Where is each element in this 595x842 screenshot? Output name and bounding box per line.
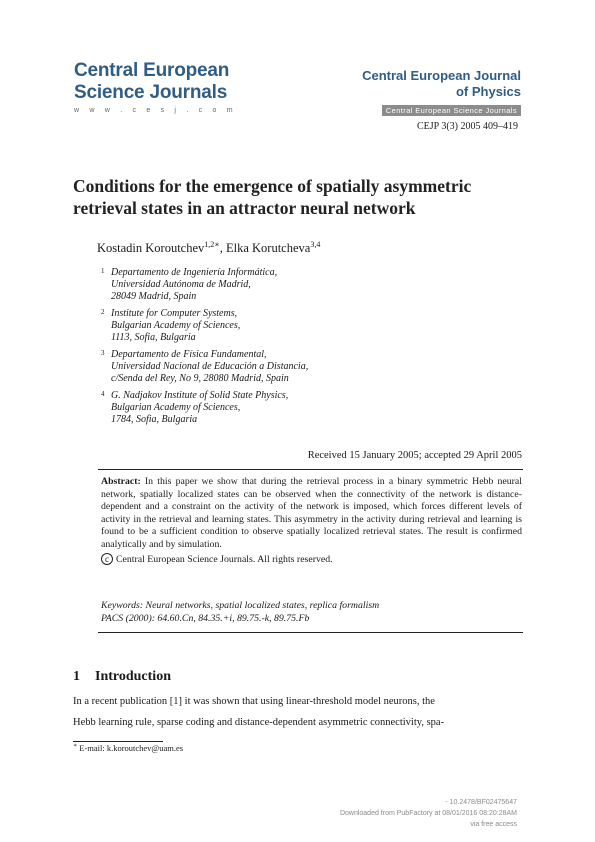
abstract-label: Abstract: — [101, 476, 141, 487]
affiliation-line: 1784, Sofia, Bulgaria — [111, 414, 198, 425]
affiliation-line: Bulgarian Academy of Sciences, — [111, 402, 241, 413]
affiliation — [101, 308, 308, 344]
paper-title: Conditions for the emergence of spatially asymmetric retrieval states in an attractor neural network — [73, 176, 472, 218]
affiliation-line: Institute for Computer Systems, — [111, 308, 238, 319]
publisher-logo-line1: Central European — [74, 60, 230, 81]
affiliation-line: c/Senda del Rey, No 9, 28080 Madrid, Spain — [111, 373, 289, 384]
section-number: 1 — [73, 669, 80, 684]
journal-logo-line1: Central European Journal — [362, 68, 521, 83]
footnote-text: E-mail: k.koroutchev@uam.es — [79, 742, 184, 753]
affiliation — [101, 267, 308, 303]
publisher-logo — [74, 60, 237, 114]
body-text — [73, 691, 523, 733]
affiliation-line: Universidad Autónoma de Madrid, — [111, 279, 251, 290]
journal-tagline: Central European Science Journals — [382, 105, 521, 116]
doi: - 10.2478/BF02475647 — [445, 799, 517, 806]
affiliation-line: G. Nadjakov Institute of Solid State Physics, — [111, 390, 289, 401]
author-affil-mark: 1,2∗ — [204, 240, 220, 249]
journal-logo — [362, 68, 521, 118]
section-heading — [73, 669, 171, 685]
citation: CEJP 3(3) 2005 409–419 — [416, 121, 518, 132]
body-line: Hebb learning rule, sparse coding and distance-dependent asymmetric connectivity, spa- — [73, 717, 445, 728]
affiliations — [101, 267, 308, 431]
download-info: Downloaded from PubFactory at 08/01/2016 08:20:28AM — [339, 810, 517, 817]
copyright-text: Central European Science Journals. All rights reserved. — [116, 553, 333, 565]
author-separator: , — [219, 241, 226, 256]
affiliation — [101, 349, 308, 385]
journal-logo-line2: of Physics — [455, 84, 521, 99]
abstract — [101, 476, 522, 566]
keywords-block — [101, 599, 522, 625]
affiliation-line: 1113, Sofia, Bulgaria — [111, 332, 196, 343]
affiliation — [101, 390, 308, 426]
copyright-icon: c — [101, 553, 113, 565]
publisher-url: w w w . c e s j . c o m — [74, 107, 237, 114]
body-line: In a recent publication [1] it was shown that using linear-threshold model neurons, the — [73, 696, 435, 707]
affiliation-number: 1 — [101, 267, 105, 275]
author-affil-mark: 3,4 — [310, 240, 321, 249]
affiliation-number: 2 — [101, 308, 105, 316]
author-name: Elka Korutcheva — [225, 241, 311, 256]
footnote — [73, 742, 183, 753]
pacs-codes: PACS (2000): 64.60.Cn, 84.35.+i, 89.75.-k, 89.75.Fb — [101, 613, 310, 624]
keywords: Keywords: Neural networks, spatial localized states, replica formalism — [101, 600, 380, 611]
affiliation-line: Departamento de Ingeniería Informática, — [111, 267, 278, 278]
copyright-line — [101, 553, 522, 567]
download-stamp — [340, 797, 517, 830]
affiliation-line: Departamento de Física Fundamental, — [111, 349, 267, 360]
footnote-mark: ∗ — [73, 743, 78, 749]
authors — [97, 240, 320, 256]
affiliation-line: 28049 Madrid, Spain — [111, 291, 197, 302]
abstract-top-rule — [98, 469, 523, 470]
author-name: Kostadin Koroutchev — [97, 241, 205, 256]
affiliation-number: 3 — [101, 349, 105, 357]
abstract-bottom-rule — [98, 632, 523, 633]
abstract-text: In this paper we show that during the retrieval process in a binary symmetric Hebb neural network, spatially localized states can be observed when the connectivity of the network is distance-dependent and a constraint on the activity of the network is imposed, which forces different levels of activity in the retrieval and learning states. This asymmetry in the activity during retrieval and learning is found to be a sufficient condition to observe spatially localized retrieval states. The result is confirmed analytically and by simulation. — [101, 476, 522, 550]
affiliation-line: Universidad Nacional de Educación a Distancia, — [111, 361, 309, 372]
publisher-logo-line2: Science Journals — [74, 82, 228, 103]
section-title: Introduction — [95, 669, 171, 684]
affiliation-line: Bulgarian Academy of Sciences, — [111, 320, 241, 331]
affiliation-number: 4 — [101, 390, 105, 398]
access-info: via free access — [470, 821, 517, 828]
received-dates: Received 15 January 2005; accepted 29 April 2005 — [307, 450, 522, 461]
